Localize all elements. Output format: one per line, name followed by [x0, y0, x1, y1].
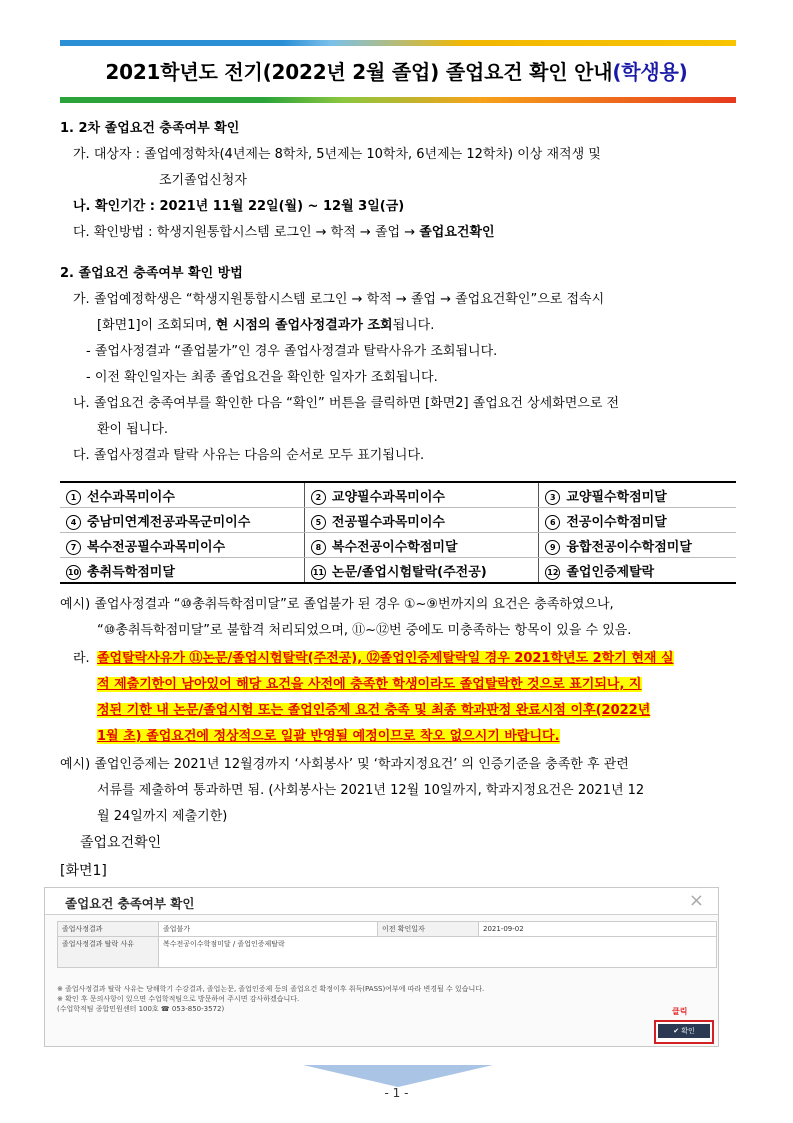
panel-title: 졸업요건 충족여부 확인 — [65, 896, 195, 911]
reason-cell: 9 융합전공이수학점미달 — [539, 533, 736, 558]
bottom-color-bar — [60, 97, 736, 103]
reason-value: 복수전공이수학점미달 / 졸업인증제탈락 — [159, 937, 717, 968]
reason-cell: 5 전공필수과목미이수 — [304, 508, 538, 533]
table-row — [60, 558, 736, 584]
table-row — [58, 937, 717, 968]
page-title: 2021학년도 전기(2022년 2월 졸업) 졸업요건 확인 안내(학생용) — [105, 60, 688, 84]
table-row — [58, 922, 717, 937]
screen-section-title: 졸업요건확인 — [80, 835, 162, 851]
reason-cell: 1 선수과목미이수 — [60, 482, 304, 508]
example1-line1: 예시) 졸업사정결과 “⑩총취득학점미달”로 졸업불가 된 경우 ①~⑨번까지의 요건은 충족하였으나, — [60, 597, 614, 612]
last-check-value: 2021-09-02 — [479, 922, 717, 937]
ra-label: 라. — [73, 651, 90, 666]
reason-cell: 11 논문/졸업시험탈락(주전공) — [304, 558, 538, 584]
s1-target-line2: 조기졸업신청자 — [159, 173, 247, 188]
section-2-heading: 2. 졸업요건 충족여부 확인 방법 — [60, 266, 243, 281]
result-label: 졸업사정결과 — [58, 922, 159, 937]
reason-cell: 4 중남미연계전공과목군미이수 — [60, 508, 304, 533]
result-value: 졸업불가 — [159, 922, 378, 937]
s1-target-line1: 가. 대상자 : 졸업예정학차(4년제는 8학차, 5년제는 10학차, 6년제는 12학차) 이상 재적생 및 — [73, 147, 601, 162]
table-row — [60, 533, 736, 558]
s2-a-line1: 가. 졸업예정학생은 “학생지원통합시스템 로그인 → 학적 → 졸업 → 졸업요건확인”으로 접속시 — [73, 292, 605, 307]
reason-cell: 3 교양필수학점미달 — [539, 482, 736, 508]
example2-line1: 예시) 졸업인증제는 2021년 12월경까지 ‘사회봉사’ 및 ‘학과지정요건’ 의 인증기준을 충족한 후 관련 — [60, 757, 629, 772]
result-table — [57, 921, 717, 968]
screenshot-panel — [44, 887, 719, 1047]
example1-line2: “⑩총취득학점미달”로 불합격 처리되었으며, ⑪~⑫번 중에도 미충족하는 항목이 있을 수 있음. — [97, 623, 632, 638]
example2-line2: 서류를 제출하여 통과하면 됨. (사회봉사는 2021년 12월 10일까지, 학과지정요건은 2021년 12 — [97, 783, 645, 798]
s2-dash1: - 졸업사정결과 “졸업불가”인 경우 졸업사정결과 탈락사유가 조회됩니다. — [86, 344, 498, 359]
reason-cell: 2 교양필수과목미이수 — [304, 482, 538, 508]
confirm-button[interactable] — [654, 1020, 714, 1044]
screen-label: [화면1] — [60, 863, 107, 879]
panel-notes: ※ 졸업사정결과 탈락 사유는 당해학기 수강결과, 졸업논문, 졸업인증제 등의 졸업요건 확정이후 취득(PASS)여부에 따라 변경될 수 있습니다. ※ 확인 후 문의사항이 있으면 수업학적팀으로 방문하여 주시면 감사하겠습니다. (수업학적팀 종합민원센터 100호 ☎ 053-850-3572) — [57, 985, 485, 1013]
ra-line4: 1월 초) 졸업요건에 정상적으로 일괄 반영될 예정이므로 착오 없으시기 바랍니다. — [97, 729, 560, 744]
reason-cell: 12 졸업인증제탈락 — [539, 558, 736, 584]
s2-b-line2: 환이 됩니다. — [97, 422, 169, 437]
s2-dash2: - 이전 확인일자는 최종 졸업요건을 확인한 일자가 조회됩니다. — [86, 370, 438, 385]
s1-method: 다. 확인방법 : 학생지원통합시스템 로그인 → 학적 → 졸업 → 졸업요건확인 — [73, 225, 495, 240]
reason-cell: 8 복수전공이수학점미달 — [304, 533, 538, 558]
s2-b-line1: 나. 졸업요건 충족여부를 확인한 다음 “확인” 버튼을 클릭하면 [화면2] 졸업요건 상세화면으로 전 — [73, 396, 620, 411]
title-highlight: (학생용) — [612, 60, 688, 84]
confirm-button-label: ✔ 확인 — [658, 1024, 710, 1038]
s2-c: 다. 졸업사정결과 탈락 사유는 다음의 순서로 모두 표기됩니다. — [73, 448, 425, 463]
dropout-reason-table — [60, 481, 736, 584]
table-row — [60, 508, 736, 533]
table-row — [60, 482, 736, 508]
section-1-heading: 1. 2차 졸업요건 충족여부 확인 — [60, 121, 240, 136]
reason-cell: 10 총취득학점미달 — [67, 564, 175, 580]
click-hint: 클릭 — [672, 1007, 688, 1016]
ra-line1: 졸업탈락사유가 ⑪논문/졸업시험탈락(주전공), ⑫졸업인증제탈락일 경우 2021학년도 2학기 현재 실 — [97, 651, 674, 666]
reason-cell: 7 복수전공필수과목미이수 — [60, 533, 304, 558]
close-icon[interactable]: × — [688, 890, 704, 911]
reason-label: 졸업사정결과 탈락 사유 — [58, 937, 159, 968]
s2-a-line2: [화면1]이 조회되며, 현 시점의 졸업사정결과가 조회됩니다. — [97, 318, 435, 333]
reason-cell: 6 전공이수학점미달 — [539, 508, 736, 533]
example2-line3: 월 24일까지 제출기한) — [97, 809, 228, 824]
last-check-label: 이전 확인일자 — [378, 922, 479, 937]
top-color-bar — [60, 40, 736, 46]
panel-header — [45, 888, 718, 915]
s1-period: 나. 확인기간 : 2021년 11월 22일(월) ~ 12월 3일(금) — [73, 199, 405, 214]
page-number: - 1 - — [384, 1086, 409, 1100]
ra-line2: 적 제출기한이 남아있어 해당 요건을 사전에 충족한 학생이라도 졸업탈락한 것으로 표기되나, 지 — [97, 677, 642, 692]
down-arrow-icon — [303, 1065, 493, 1087]
ra-line3: 정된 기한 내 논문/졸업시험 또는 졸업인증제 요건 충족 및 최종 학과판정 완료시점 이후(2022년 — [97, 703, 651, 718]
